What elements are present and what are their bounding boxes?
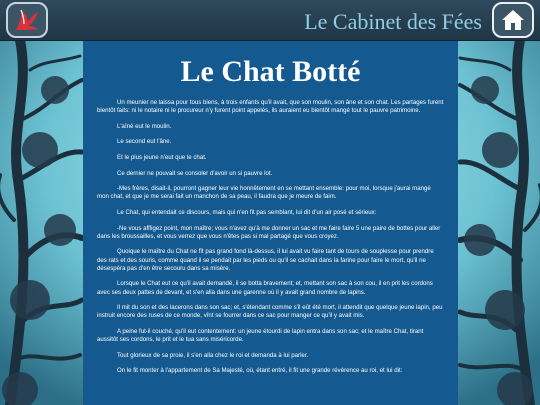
story-paragraph: Et le plus jeune n'eut que le chat. [117, 153, 207, 161]
story-paragraph: L'aîné eut le moulin. [117, 122, 172, 130]
story-paragraph: Ce dernier ne pouvait se consoler d'avoir un si pauvre lot. [117, 169, 273, 177]
story-paragraph: A peine fut-il couché, qu'il eut contentement: un jeune étourdi de lapin entra dans son sac; et le maître Chat, tirant aussitôt ses cordons, le prit et le tua sans miséricorde. [97, 327, 424, 344]
fairy-logo-icon [12, 6, 42, 34]
story-text [83, 99, 458, 376]
logo-button[interactable] [6, 2, 48, 38]
story-paragraph: -Mes frères, disait-il, pourront gagner leur vie honnêtement en se mettant ensemble: pour moi, lorsque j'aurai mangé mon chat, et que je me serai fait un manchon de sa peau, il faudra que je meure de faim. [97, 185, 431, 201]
story-paragraph: Quoique le maître du Chat ne fît pas grand fond là-dessus, il lui avait vu faire tant de tours de souplesse pour prendre des rats et des souris, comme quand il se pendait par les pieds ou qu'il se cachait dans la farine pour faire le mort, qu'il ne désespéra pas d'en être secouru dans sa misère. [97, 248, 434, 272]
site-title: Le Cabinet des Fées [304, 9, 482, 34]
story-paragraph: Il mit du son et des lacerons dans son sac; et, s'étendant comme s'il eût été mort, il attendit que quelque jeune lapin, peu instruit encore des ruses de ce monde, vînt se fourrer dans ce sac pour manger ce qu'il y avait mis. [97, 304, 443, 320]
home-button[interactable] [492, 2, 534, 38]
home-icon [500, 8, 526, 32]
header-bar [0, 0, 540, 41]
story-paragraph: Tout glorieux de sa proie, il s'en alla chez le roi et demanda à lui parler. [117, 351, 309, 359]
story-paragraph: On le fit monter à l'appartement de Sa Majesté, où, étant entré, il fit une grande révérence au roi, et lui dit: [117, 367, 403, 375]
story-paragraph: Le Chat, qui entendait ce discours, mais qui n'en fit pas semblant, lui dit d'un air posé et sérieux: [117, 208, 377, 216]
story-paragraph: -Ne vous affligez point, mon maître; vous n'avez qu'à me donner un sac et me faire faire 5 une paire de bottes pour aller dans les broussailles, et vous verrez que vous n'êtes pas si mal partagé que vous croyez. [97, 224, 441, 240]
story-title: Le Chat Botté [180, 55, 361, 88]
story-paragraph: Le second eut l'âne. [117, 138, 172, 146]
story-paragraph: Un meunier ne laissa pour tous biens, à trois enfants qu'il avait, que son moulin, son âne et son chat. Les partages furent bientôt faits: ni le notaire ni le procureur n'y furent point appelés, ils auraient eu bientôt mangé tout le pauvre patrimoine. [97, 99, 444, 115]
story-panel [83, 41, 458, 405]
story-paragraph: Lorsque le Chat eut ce qu'il avait demandé, il se botta bravement; et, mettant son sac à son cou, il en prit les cordons avec ses deux pattes de devant, et s'en alla dans une garenne où il y avait grand nombre de lapins. [97, 280, 433, 296]
